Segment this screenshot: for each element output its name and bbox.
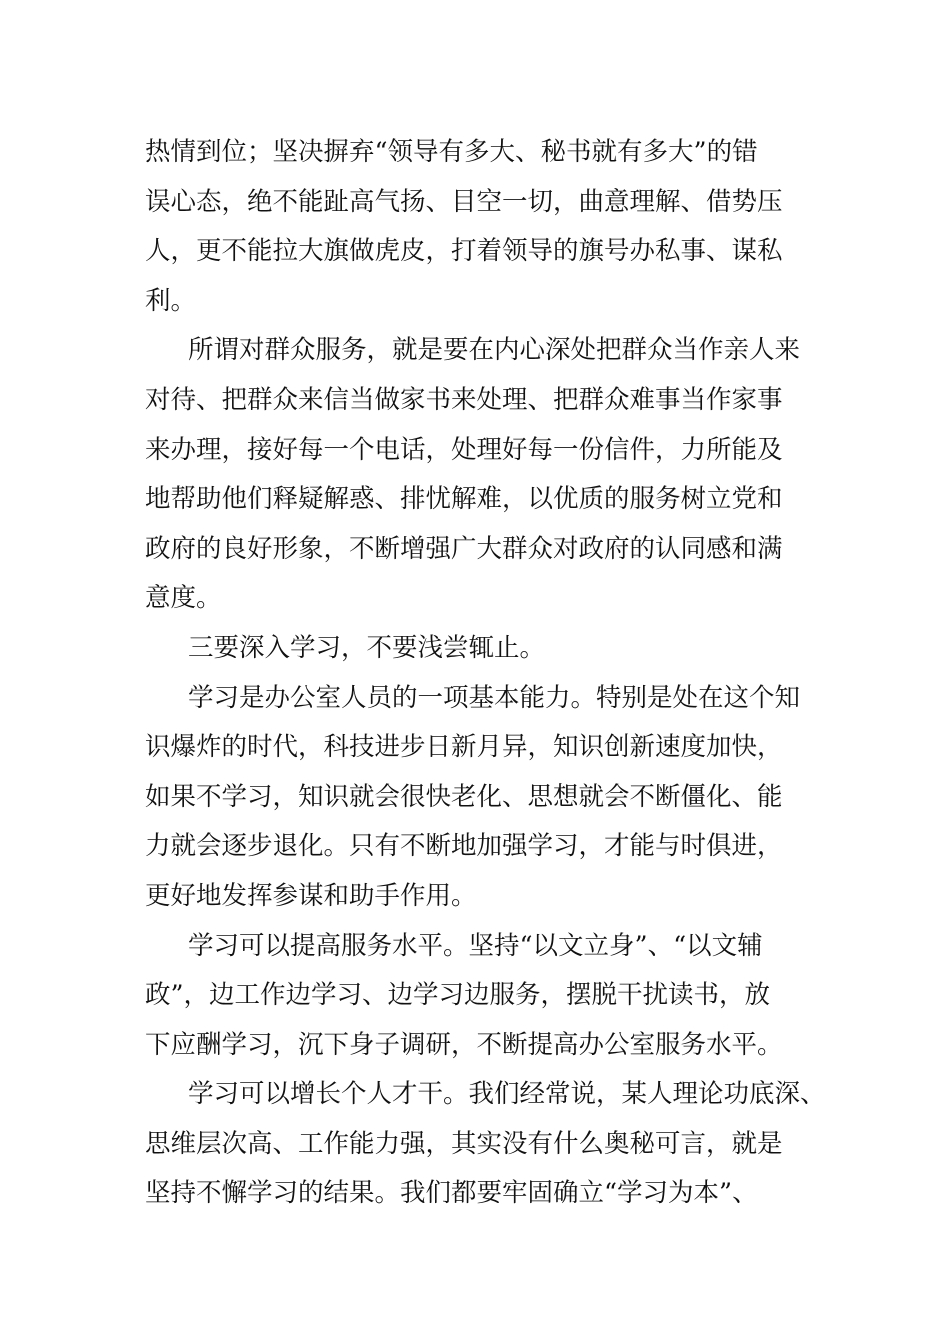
text-line: 地帮助他们释疑解惑、排忧解难，以优质的服务树立党和 [145,484,783,515]
paragraph-start-line: 所谓对群众服务，就是要在内心深处把群众当作亲人来 [188,335,801,366]
text-line: 思维层次高、工作能力强，其实没有什么奥秘可言，就是 [145,1128,783,1159]
text-line: 利。 [145,285,197,316]
text-line: 识爆炸的时代，科技进步日新月异，知识创新速度加快， [145,732,783,763]
paragraph-start-line: 学习可以提高服务水平。坚持“以文立身”、“以文辅 [188,930,763,961]
text-line: 来办理，接好每一个电话，处理好每一份信件，力所能及 [145,434,783,465]
text-line: 对待、把群众来信当做家书来处理、把群众难事当作家事 [145,384,783,415]
text-line: 意度。 [145,583,222,614]
text-line: 政府的良好形象，不断增强广大群众对政府的认同感和满 [145,533,783,564]
text-line: 政”，边工作边学习、边学习边服务，摆脱干扰读书，放 [145,980,771,1011]
text-line: 坚持不懈学习的结果。我们都要牢固确立“学习为本”、 [145,1178,758,1209]
text-line: 如果不学习，知识就会很快老化、思想就会不断僵化、能 [145,781,783,812]
paragraph-start-line: 学习是办公室人员的一项基本能力。特别是处在这个知 [188,682,801,713]
text-line: 下应酬学习，沉下身子调研，不断提高办公室服务水平。 [145,1029,783,1060]
text-line: 热情到位；坚决摒弃“领导有多大、秘书就有多大”的错 [145,137,758,167]
body-text [145,128,825,1219]
text-line: 更好地发挥参谋和助手作用。 [145,880,477,911]
text-line: 力就会逐步退化。只有不断地加强学习，才能与时俱进， [145,831,783,862]
text-line: 人，更不能拉大旗做虎皮，打着领导的旗号办私事、谋私 [145,236,783,267]
text-line: 误心态，绝不能趾高气扬、目空一切，曲意理解、借势压 [145,186,783,217]
section-heading: 三要深入学习，不要浅尝辄止。 [188,632,546,663]
paragraph-start-line: 学习可以增长个人才干。我们经常说，某人理论功底深、 [188,1079,826,1110]
